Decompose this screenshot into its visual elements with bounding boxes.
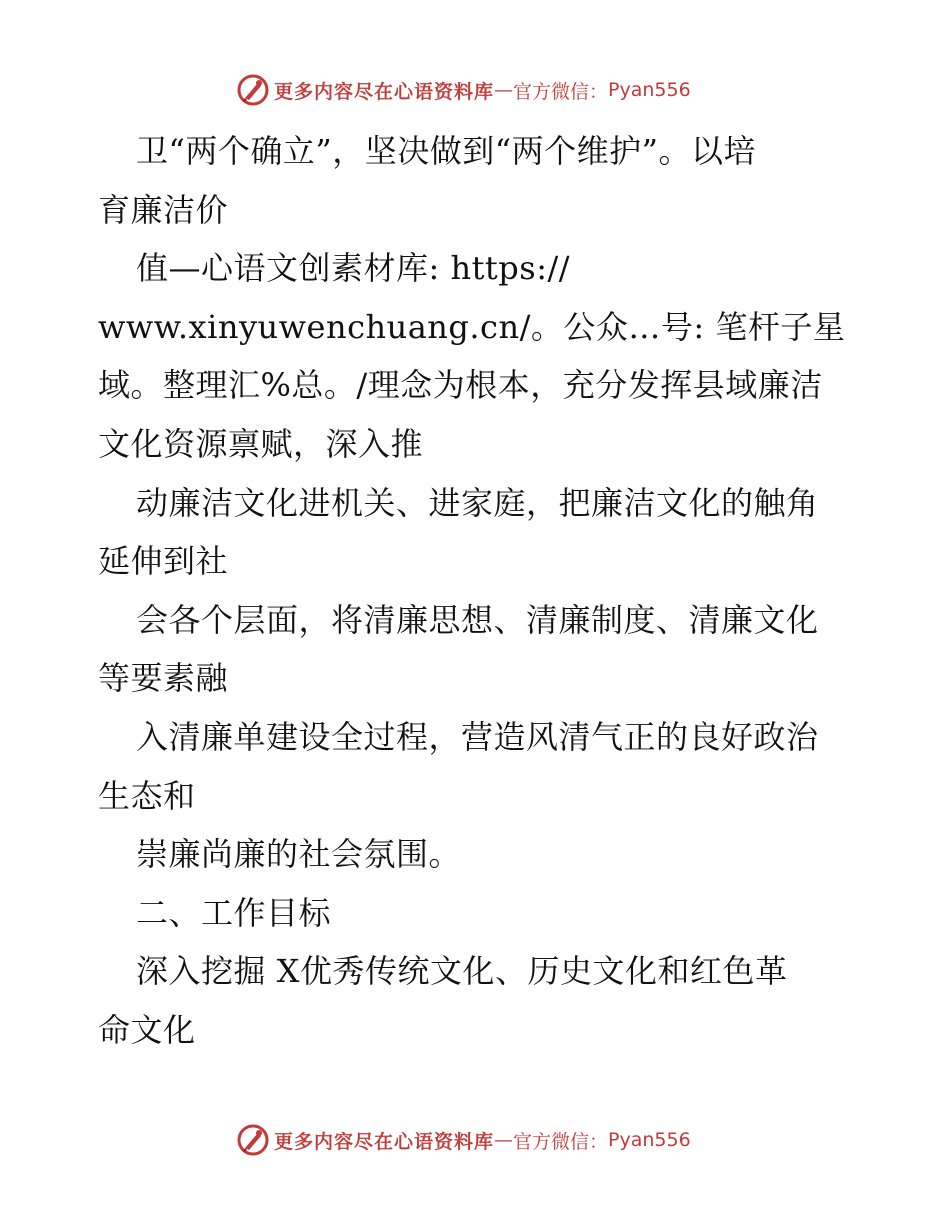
pen-logo-icon [236, 73, 270, 107]
text-line: 动廉洁文化进机关、进家庭，把廉洁文化的触角 [136, 483, 819, 522]
text-line: 二、工作目标 [136, 893, 332, 932]
watermark-wechat-id: Pyan556 [608, 1129, 691, 1151]
pen-logo-icon [236, 1123, 270, 1157]
watermark-separator: — [494, 79, 514, 101]
text-line: www.xinyuwenchuang.cn/。公众…号: 笔杆子星 [98, 307, 846, 346]
text-line: 入清廉单建设全过程，营造风清气正的良好政治 [136, 717, 819, 756]
text-line: 域。整理汇%总。/理念为根本，充分发挥县域廉洁 [98, 366, 823, 405]
text-line: 等要素融 [98, 659, 229, 698]
watermark-separator: — [494, 1129, 514, 1151]
text-line: 值—心语文创素材库: https:// [136, 249, 571, 288]
watermark-label: 官方微信： [513, 80, 609, 103]
text-line: 育廉洁价 [98, 190, 229, 229]
watermark-text: 更多内容尽在心语资料库 [274, 1130, 495, 1153]
text-line: 崇廉尚廉的社会氛围。 [136, 835, 462, 874]
text-line: 命文化 [98, 1010, 196, 1049]
footer-watermark [236, 1122, 756, 1158]
text-line: 生态和 [98, 776, 196, 815]
watermark-wechat-id: Pyan556 [608, 79, 691, 101]
text-line: 延伸到社 [98, 542, 229, 581]
watermark-label: 官方微信： [513, 1130, 609, 1153]
text-line: 会各个层面，将清廉思想、清廉制度、清廉文化 [136, 600, 819, 639]
text-line: 文化资源禀赋，深入推 [98, 424, 424, 463]
text-line: 卫“两个确立”，坚决做到“两个维护”。以培 [136, 132, 756, 170]
text-line: 深入挖掘 X优秀传统文化、历史文化和红色革 [136, 952, 788, 991]
header-watermark [236, 72, 756, 108]
watermark-text: 更多内容尽在心语资料库 [274, 80, 495, 103]
document-body [98, 122, 858, 1060]
